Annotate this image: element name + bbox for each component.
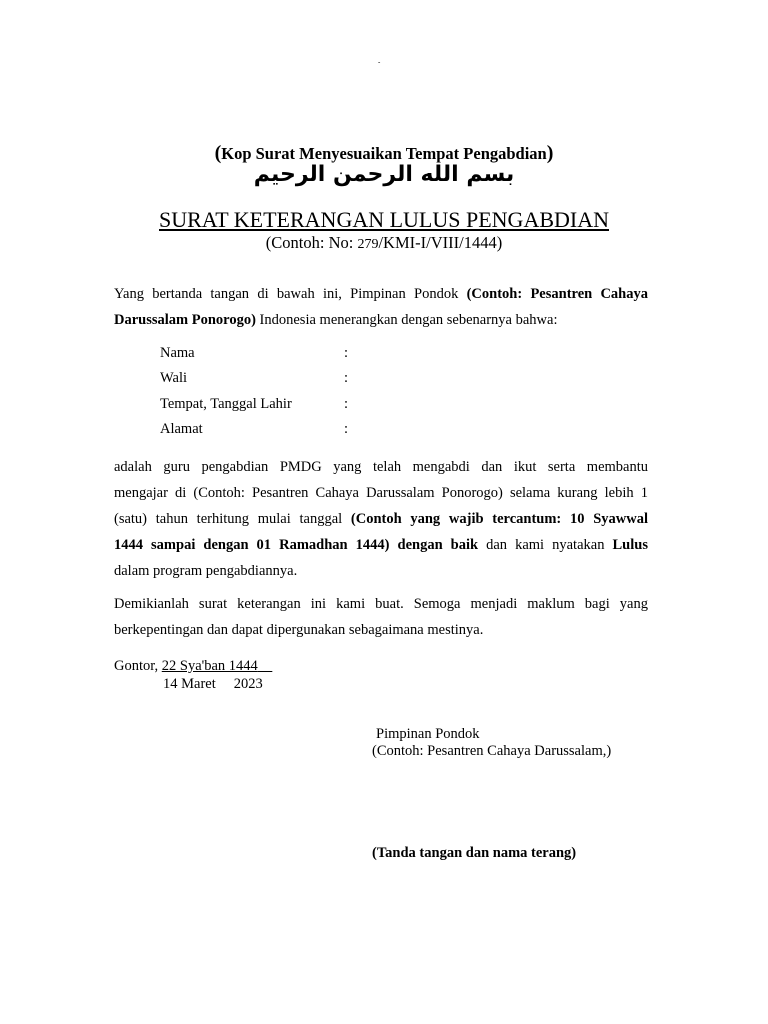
body-line-4-lulus: Lulus [612,537,648,553]
body-line-2: mengajar di (Contoh: Pesantren Cahaya Darussalam Ponorogo) selama kurang lebih 1 [114,485,648,501]
intro-paragraph [114,281,648,333]
letterhead-text: Kop Surat Menyesuaikan Tempat Pengabdian [221,144,547,163]
field-label-nama: Nama [160,345,195,361]
date-hijri: 22 Sya'ban 1444 [161,658,258,674]
field-label-alamat: Alamat [160,421,203,437]
field-label-ttl: Tempat, Tanggal Lahir [160,396,292,412]
body-line-4-bold: 1444 sampai dengan 01 Ramadhan 1444) dengan baik [114,537,479,553]
signature-note: (Tanda tangan dan nama terang) [372,845,577,861]
body-line-3-bold: (Contoh yang wajib tercantum: 10 Syawwal [350,511,648,527]
document-number [0,233,768,253]
document-number-value: 279 [357,237,379,252]
document-number-suffix: /KMI-I/VIII/1444) [378,233,503,252]
date-hijri-line [114,658,272,675]
basmalah: بسم الله الرحمن الرحيم [253,162,515,187]
body-line-5: dalam program pengabdiannya. [114,563,298,579]
letterhead-close-paren: ) [546,142,554,164]
closing-line-1: Demikianlah surat keterangan ini kami buat. Semoga menjadi maklum bagi yang [114,596,648,612]
document-title: SURAT KETERANGAN LULUS PENGABDIAN [159,207,609,232]
date-masehi-day-month: 14 Maret [163,676,216,692]
date-masehi-year: 2023 [233,676,263,692]
field-colon-ttl: : [344,396,349,412]
date-city: Gontor, [114,658,162,674]
signature-subtitle: (Contoh: Pesantren Cahaya Darussalam,) [372,743,612,759]
field-colon-wali: : [344,370,349,386]
closing-paragraph [114,591,648,643]
intro-text-1: Yang bertanda tangan di bawah ini, Pimpinan Pondok [114,286,467,302]
field-colon-alamat: : [344,421,349,437]
date-masehi-line [163,676,263,693]
body-line-4-text: dan kami nyatakan [478,537,613,553]
body-line-3-text: (satu) tahun terhitung mulai tanggal [114,511,351,527]
intro-text-2: Indonesia menerangkan dengan sebenarnya bahwa: [255,312,558,328]
field-colon-nama: : [344,345,349,361]
body-paragraph [114,454,648,584]
field-label-wali: Wali [160,370,188,386]
body-line-1: adalah guru pengabdian PMDG yang telah mengabdi dan ikut serta membantu [114,459,648,475]
header-mark: - [378,58,381,66]
intro-bold-2: Darussalam Ponorogo) [114,312,256,328]
signature-title: Pimpinan Pondok [376,726,480,742]
document-number-prefix: (Contoh: No: [265,233,358,252]
intro-bold-1: (Contoh: Pesantren Cahaya [466,286,648,302]
letterhead-open-paren: ( [214,142,222,164]
closing-line-2: berkepentingan dan dapat dipergunakan sebagaimana mestinya. [114,622,484,638]
